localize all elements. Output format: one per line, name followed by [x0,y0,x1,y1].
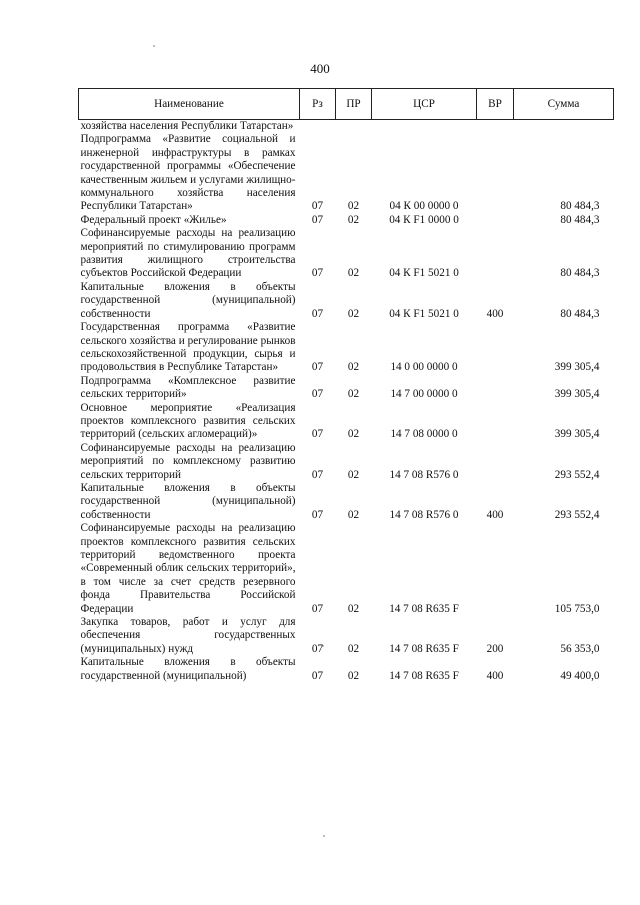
table-row [79,482,614,522]
table-row [79,402,614,442]
header-vr: ВР [477,89,514,120]
csr-cell: 04 К F1 5021 0 [389,267,459,280]
table-row [79,120,614,134]
csr-cell: 14 7 08 R635 F [389,602,459,615]
pr-cell: 02 [347,428,360,441]
rz-cell: 07 [311,468,324,481]
pr-cell: 02 [347,602,360,615]
table-row [79,656,614,683]
vr-cell [477,133,514,213]
vr-cell: 400 [486,508,504,521]
csr-cell: 14 7 08 0000 0 [390,428,458,441]
name-cell: Софинансируемые расходы на реализацию мероприятий по стимулированию программ развития жилищного строительства субъектов Российской Федерации [80,227,296,280]
pr-cell: 02 [347,468,360,481]
table-row [79,616,614,656]
rz-cell: 07 [311,508,324,521]
rz-cell: 07 [311,200,324,213]
csr-cell [372,120,477,134]
pr-cell: 02 [347,642,360,655]
name-cell: Софинансируемые расходы на реализацию проектов комплексного развития сельских территорий ведомственного проекта «Современный облик сельских территорий», в том числе за счет средств резервного фонда Правительства Российской Федерации [80,522,296,615]
sum-cell: 49 400,0 [560,669,600,682]
pr-cell: 02 [347,213,360,226]
pr-cell: 02 [347,388,360,401]
vr-cell: 400 [486,669,504,682]
name-cell: Софинансируемые расходы на реализацию мероприятий по комплексному развитию сельских территорий [80,441,296,481]
budget-table-container [78,88,613,683]
header-csr: ЦСР [372,89,477,120]
csr-cell: 14 7 08 R576 0 [389,468,459,481]
rz-cell: 07 [311,361,324,374]
budget-table [78,88,614,683]
vr-cell: 400 [486,307,504,320]
vr-cell [477,120,514,134]
name-cell: Закупка товаров, работ и услуг для обеспечения государственных (муниципальных) нужд [80,616,296,655]
header-sum: Сумма [514,89,614,120]
sum-cell: 80 484,3 [560,307,600,320]
table-row [79,214,614,227]
pr-cell: 02 [347,361,360,374]
vr-cell [477,402,514,442]
table-row [79,321,614,375]
header-rz: Рз [300,89,336,120]
sum-cell: 80 484,3 [560,213,600,226]
table-row [79,227,614,281]
sum-cell: 80 484,3 [560,267,600,280]
name-cell: Капитальные вложения в объекты государственной (муниципальной) собственности [80,481,296,521]
vr-cell [477,375,514,402]
table-row [79,281,614,321]
header-pr: ПР [336,89,372,120]
sum-cell: 399 305,4 [554,361,600,374]
rz-cell: 07 [311,307,324,320]
rz-cell: 07 [311,267,324,280]
table-row [79,442,614,482]
scan-speck [153,45,155,47]
csr-cell: 14 7 08 R635 F [389,642,459,655]
rz-cell: 07 [311,642,324,655]
name-cell: Основное мероприятие «Реализация проектов комплексного развития сельских территорий (сельских агломераций)» [80,401,296,441]
vr-cell [477,214,514,227]
name-cell: Капитальные вложения в объекты государственной (муниципальной) [80,656,296,682]
table-row [79,133,614,213]
pr-cell: 02 [347,669,360,682]
name-cell: Подпрограмма «Развитие социальной и инженерной инфраструктуры в рамках государственной программы «Обеспечение качественным жильем и услугами жилищно-коммунального хозяйства населения Республики Татарстан» [80,133,296,213]
csr-cell: 04 К F1 5021 0 [389,307,459,320]
vr-cell: 200 [486,642,504,655]
sum-cell: 399 305,4 [554,388,600,401]
name-cell: Капитальные вложения в объекты государственной (муниципальной) собственности [80,280,296,320]
scan-speck [323,835,325,837]
sum-cell: 56 353,0 [560,642,600,655]
pr-cell: 02 [347,307,360,320]
rz-cell: 07 [311,388,324,401]
sum-cell: 293 552,4 [554,468,600,481]
sum-cell: 399 305,4 [554,428,600,441]
rz-cell: 07 [311,602,324,615]
vr-cell [477,442,514,482]
csr-cell: 14 7 08 R576 0 [389,508,459,521]
sum-cell [514,120,614,134]
table-body [79,120,614,684]
name-cell: Федеральный проект «Жилье» [80,213,227,226]
header-row [79,89,614,120]
name-cell: Подпрограмма «Комплексное развитие сельских территорий» [80,374,296,401]
csr-cell: 14 7 08 R635 F [389,669,459,682]
name-cell: хозяйства населения Республики Татарстан» [80,120,294,132]
page-number: 400 [310,61,330,76]
rz-cell: 07 [311,428,324,441]
pr-cell: 02 [347,508,360,521]
rz-cell: 07 [311,669,324,682]
rz-cell [300,120,336,134]
sum-cell: 80 484,3 [560,200,600,213]
vr-cell [477,321,514,375]
header-name: Наименование [79,89,300,120]
pr-cell [336,120,372,134]
csr-cell: 04 К 00 0000 0 [389,200,459,213]
csr-cell: 14 7 00 0000 0 [390,388,458,401]
rz-cell: 07 [311,213,324,226]
pr-cell: 02 [347,200,360,213]
sum-cell: 105 753,0 [554,602,600,615]
vr-cell [477,522,514,616]
csr-cell: 14 0 00 0000 0 [390,361,458,374]
name-cell: Государственная программа «Развитие сельского хозяйства и регулирование рынков сельскохозяйственной продукции, сырья и продовольствия в Республике Татарстан» [80,321,296,374]
table-row [79,375,614,402]
sum-cell: 293 552,4 [554,508,600,521]
table-row [79,522,614,616]
vr-cell [477,227,514,281]
pr-cell: 02 [347,267,360,280]
csr-cell: 04 К F1 0000 0 [389,213,459,226]
